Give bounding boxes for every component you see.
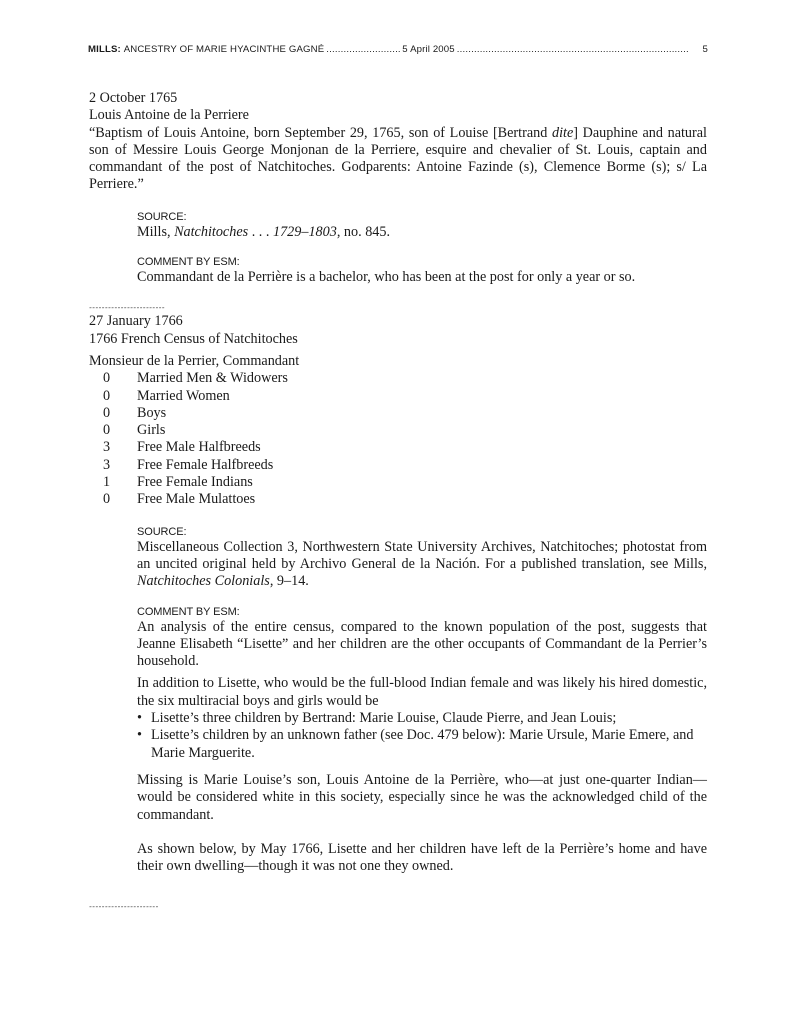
citation-italic: Natchitoches Colonials — [137, 573, 270, 590]
citation-text: , no. 845. — [336, 223, 391, 240]
census-row — [89, 491, 707, 508]
census-row — [89, 422, 707, 439]
entry-baptism — [89, 90, 707, 286]
comment-paragraph: An analysis of the entire census, compared to the known population of the post, suggests that Jeanne Elisabeth “Lisette” and her children are the other occupants of Commandant de la Perrier’s household. — [137, 618, 707, 670]
census-category: Free Female Indians — [137, 474, 253, 491]
census-count: 3 — [103, 439, 111, 456]
comment-label: COMMENT BY ESM: — [137, 256, 240, 269]
comment-paragraph: Missing is Marie Louise’s son, Louis Antoine de la Perrière, who—at just one-quarter Indian—would be considered white in this society, especially since he was the acknowledged child of the commandant. — [137, 771, 707, 823]
quote-text: ] Dauphine and natural son of Messire Louis George Monjonan de la Perriere, esquire and chevalier of St. Louis, captain and commandant of the post of Natchitoches. Godparents: Antoine Fazinde (s), Clemence Borme (s); s/ La Perriere.” — [89, 124, 707, 193]
census-category: Married Women — [137, 387, 230, 404]
children-list — [137, 710, 707, 762]
page-number: 5 — [702, 44, 708, 55]
header-dot-leader — [457, 44, 689, 55]
comment-paragraph: In addition to Lisette, who would be the full-blood Indian female and was likely his hired domestic, the six multiracial boys and girls would be — [137, 675, 707, 709]
source-label: SOURCE: — [137, 525, 187, 538]
census-category: Free Female Halfbreeds — [137, 456, 274, 473]
census-count: 0 — [103, 370, 111, 387]
citation-text: , 9–14. — [269, 573, 309, 590]
section-separator: ---------------------- — [89, 902, 159, 912]
source-citation — [137, 539, 707, 591]
comment-label: COMMENT BY ESM: — [137, 605, 240, 618]
census-category: Married Men & Widowers — [137, 370, 288, 387]
census-row — [89, 370, 707, 387]
census-row — [89, 439, 707, 456]
section-separator: ------------------------ — [89, 303, 165, 313]
entry-quote — [89, 125, 707, 194]
census-count: 0 — [103, 387, 111, 404]
citation-text: Mills, — [137, 223, 175, 240]
source-label: SOURCE: — [137, 210, 187, 223]
census-row — [89, 405, 707, 422]
census-category: Girls — [137, 422, 166, 439]
census-category: Free Male Mulattoes — [137, 491, 256, 508]
source-citation — [137, 224, 707, 241]
header-title: ANCESTRY OF MARIE HYACINTHE GAGNÉ — [123, 44, 325, 55]
header-author: MILLS: — [88, 44, 121, 55]
quote-italic: dite — [551, 124, 574, 141]
census-count: 0 — [103, 491, 111, 508]
census-count: 0 — [103, 422, 111, 439]
entry-subject: Louis Antoine de la Perriere — [89, 107, 249, 124]
census-count: 1 — [103, 474, 111, 491]
census-count: 3 — [103, 456, 111, 473]
citation-text: Miscellaneous Collection 3, Northwestern State University Archives, Natchitoches; photostat from an uncited original held by Archivo General de la Nación. For a published translation, see Mills, — [137, 538, 707, 572]
entry-census — [89, 313, 707, 875]
entry-date: 27 January 1766 — [89, 313, 183, 330]
document-body — [89, 90, 707, 912]
list-item: • Lisette’s children by an unknown father (see Doc. 479 below): Marie Ursule, Marie Emere, and Marie Marguerite. — [137, 727, 707, 762]
quote-text: “Baptism of Louis Antoine, born September 29, 1765, son of Louise [Bertrand — [89, 124, 552, 141]
census-row — [89, 474, 707, 491]
census-category: Boys — [137, 404, 167, 421]
household-head: Monsieur de la Perrier, Commandant — [89, 352, 300, 369]
header-date: 5 April 2005 — [402, 44, 455, 55]
running-header — [88, 44, 708, 55]
citation-italic: Natchitoches — [174, 223, 249, 240]
entry-date: 2 October 1765 — [89, 90, 178, 106]
census-count: 0 — [103, 404, 111, 421]
census-category: Free Male Halfbreeds — [137, 439, 261, 456]
list-item: • Lisette’s three children by Bertrand: Marie Louise, Claude Pierre, and Jean Louis; — [137, 710, 707, 727]
entry-subject: 1766 French Census of Natchitoches — [89, 330, 298, 347]
comment-text: Commandant de la Perrière is a bachelor, who has been at the post for only a year or so. — [137, 269, 636, 286]
citation-italic: 1729–1803 — [272, 223, 337, 240]
census-table — [89, 370, 707, 508]
comment-paragraph: As shown below, by May 1766, Lisette and her children have left de la Perrière’s home and have their own dwelling—though it was not one they owned. — [137, 840, 707, 875]
citation-text: . . . — [248, 223, 273, 240]
census-row — [89, 457, 707, 474]
census-row — [89, 388, 707, 405]
header-dot-leader — [326, 44, 400, 55]
